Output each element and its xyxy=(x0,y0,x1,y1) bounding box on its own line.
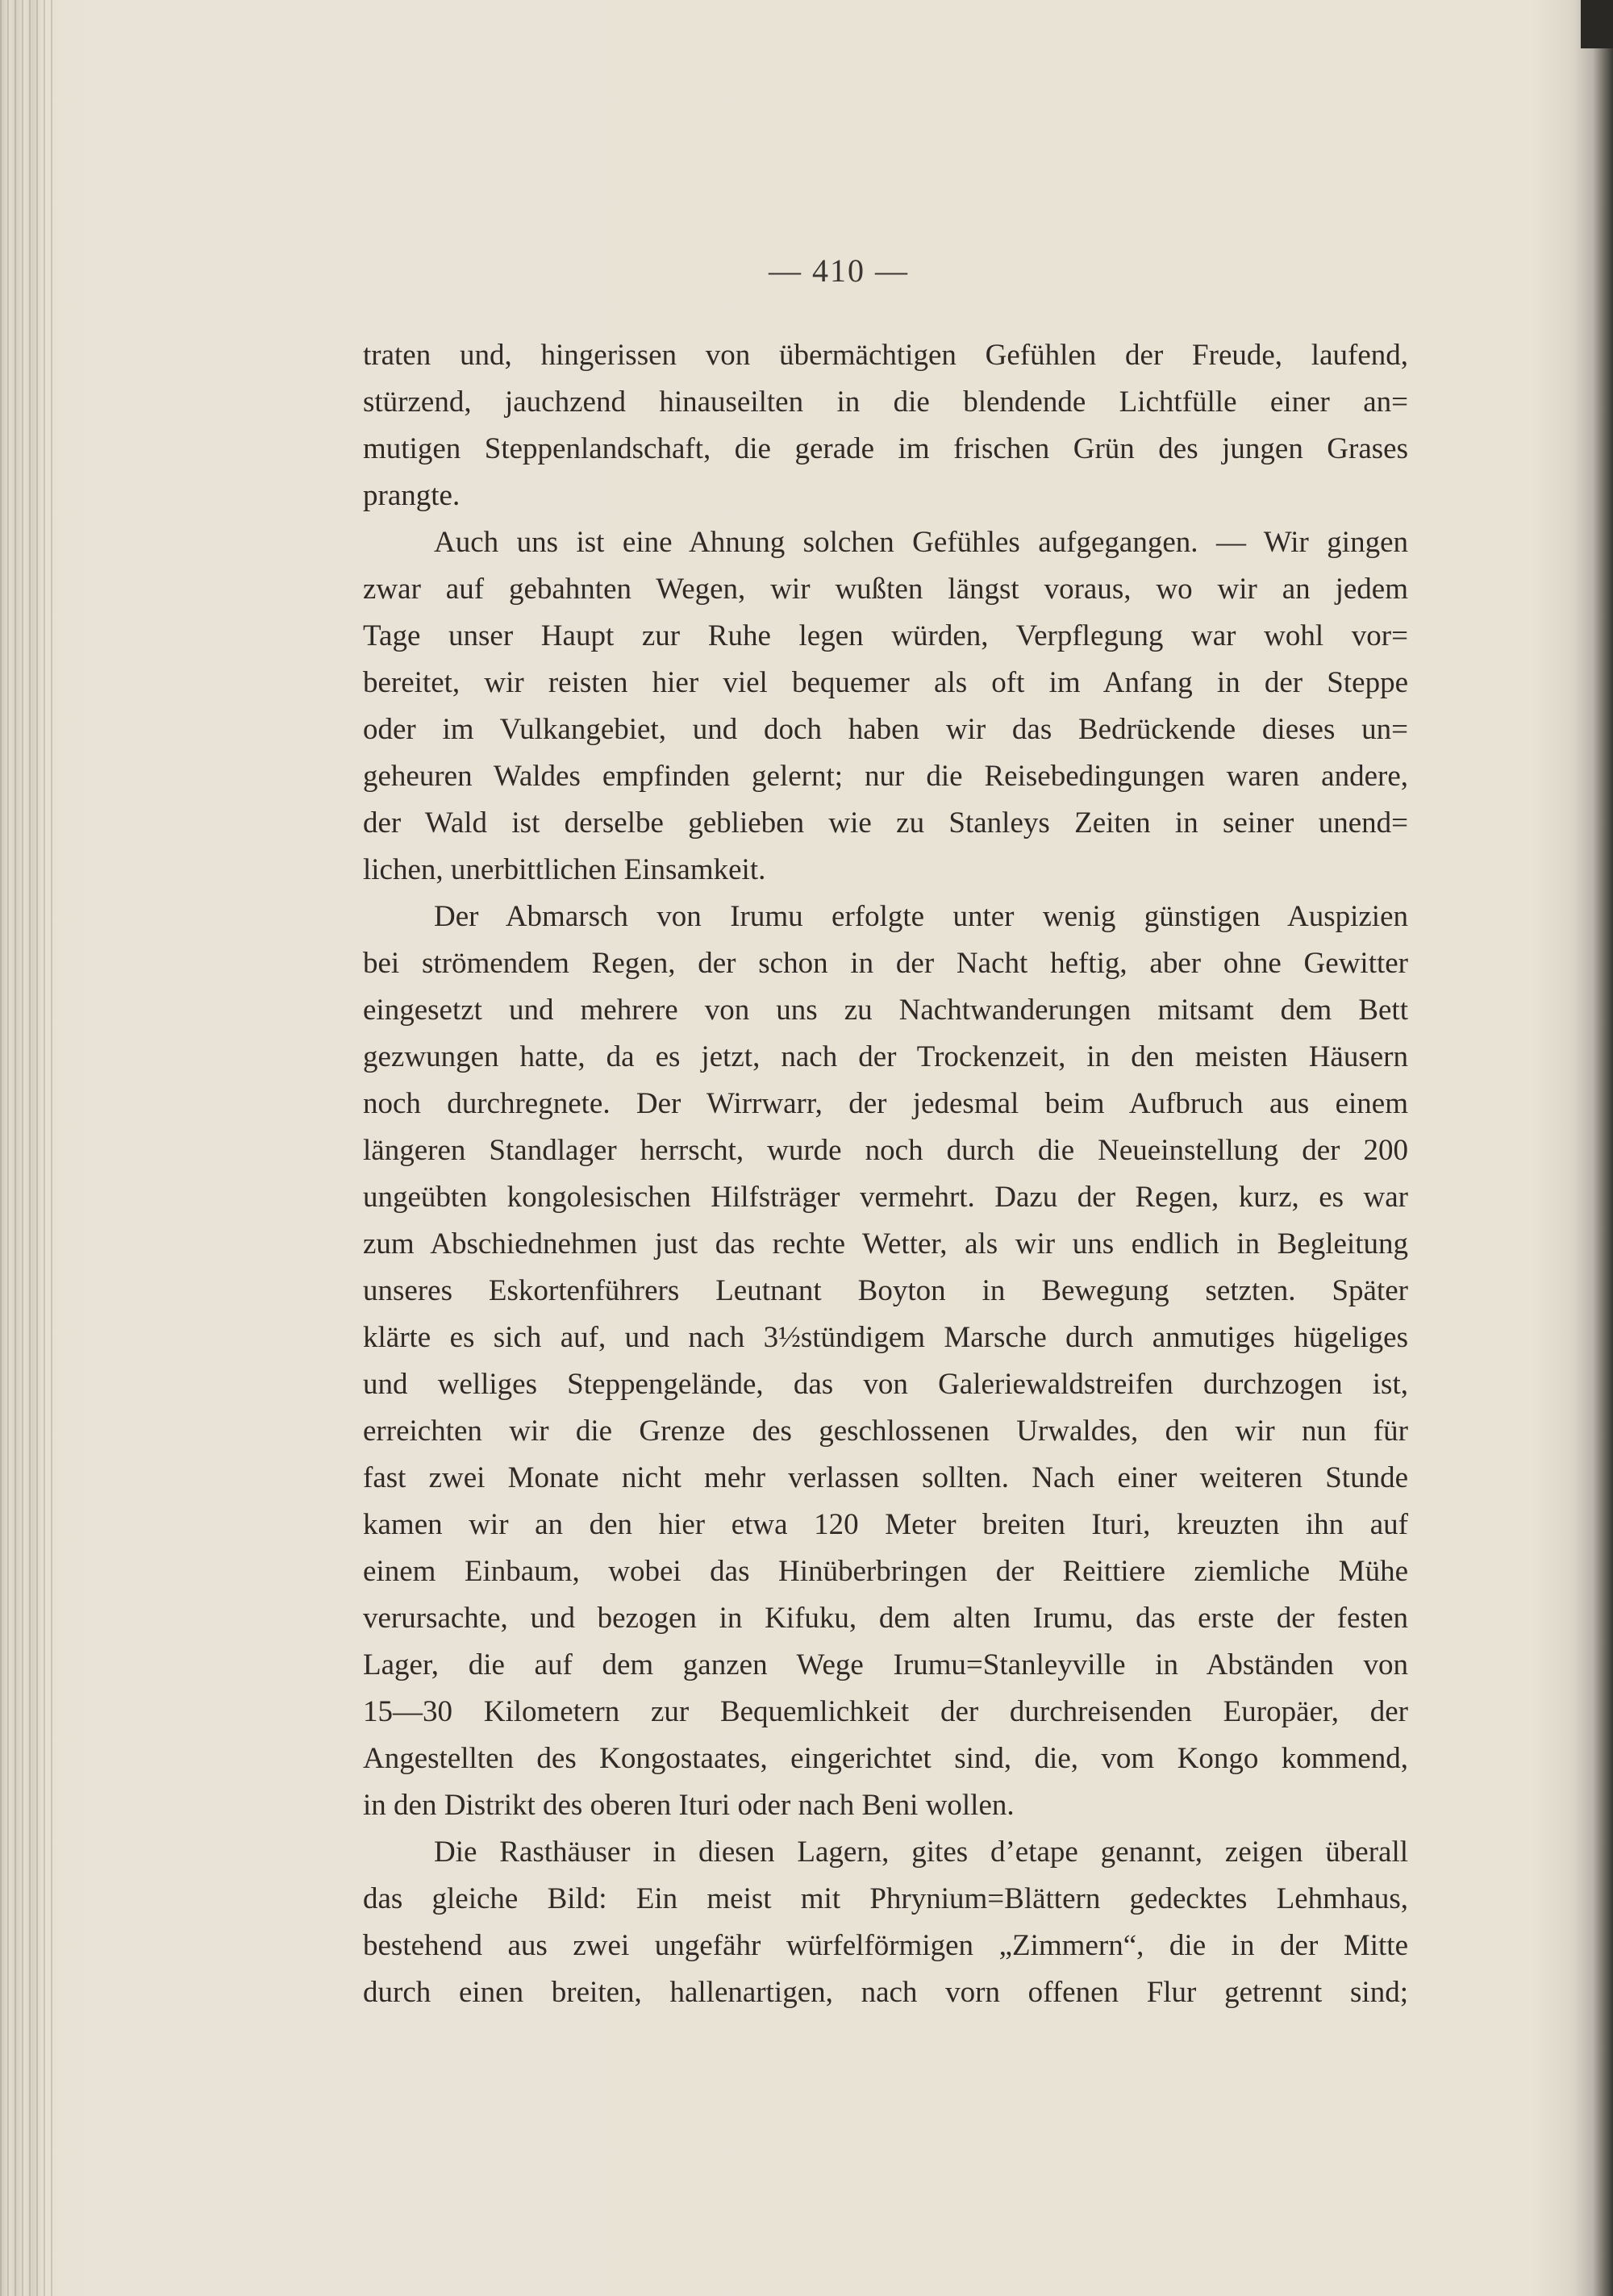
paragraph xyxy=(363,1829,1408,2016)
body-text xyxy=(363,332,1408,2016)
stacked-page-edges xyxy=(0,0,56,2296)
text-line: zum Abschiednehmen just das rechte Wetter, als wir uns endlich in Begleitung xyxy=(363,1227,1408,1261)
text-line: Tage unser Haupt zur Ruhe legen würden, Verpflegung war wohl vor= xyxy=(363,619,1408,652)
paragraph xyxy=(363,894,1408,1829)
text-line: längeren Standlager herrscht, wurde noch durch die Neueinstellung der 200 xyxy=(363,1134,1408,1167)
text-line: Die Rasthäuser in diesen Lagern, gites d’etape genannt, zeigen überall xyxy=(434,1836,1408,1869)
text-line: erreichten wir die Grenze des geschlossenen Urwaldes, den wir nun für xyxy=(363,1415,1408,1448)
text-line: Auch uns ist eine Ahnung solchen Gefühles aufgegangen. — Wir gingen xyxy=(434,526,1408,559)
text-line: prangte. xyxy=(363,479,461,512)
text-line: stürzend, jauchzend hinauseilten in die blendende Lichtfülle einer an= xyxy=(363,385,1408,419)
text-line: traten und, hingerissen von übermächtigen Gefühlen der Freude, laufend, xyxy=(363,339,1408,372)
text-line: geheuren Waldes empfinden gelernt; nur die Reisebedingungen waren andere, xyxy=(363,760,1408,793)
text-line: einem Einbaum, wobei das Hinüberbringen der Reittiere ziemliche Mühe xyxy=(363,1555,1408,1588)
text-line: bereitet, wir reisten hier viel bequemer als oft im Anfang in der Steppe xyxy=(363,666,1408,699)
text-line: bei strömendem Regen, der schon in der Nacht heftig, aber ohne Gewitter xyxy=(363,947,1408,980)
text-line: 15—30 Kilometern zur Bequemlichkeit der durchreisenden Europäer, der xyxy=(363,1695,1408,1728)
text-line: Der Abmarsch von Irumu erfolgte unter wenig günstigen Auspizien xyxy=(434,900,1408,933)
text-line: oder im Vulkangebiet, und doch haben wir das Bedrückende dieses un= xyxy=(363,713,1408,746)
text-line: verursachte, und bezogen in Kifuku, dem alten Irumu, das erste der festen xyxy=(363,1602,1408,1635)
text-line: ungeübten kongolesischen Hilfsträger vermehrt. Dazu der Regen, kurz, es war xyxy=(363,1181,1408,1214)
text-line: Lager, die auf dem ganzen Wege Irumu=Stanleyville in Abständen von xyxy=(363,1648,1408,1681)
text-line: gezwungen hatte, da es jetzt, nach der Trockenzeit, in den meisten Häusern xyxy=(363,1040,1408,1073)
text-line: zwar auf gebahnten Wegen, wir wußten längst voraus, wo wir an jedem xyxy=(363,573,1408,606)
text-line: fast zwei Monate nicht mehr verlassen sollten. Nach einer weiteren Stunde xyxy=(363,1461,1408,1494)
text-line: mutigen Steppenlandschaft, die gerade im frischen Grün des jungen Grases xyxy=(363,432,1408,465)
text-line: klärte es sich auf, und nach 3½stündigem Marsche durch anmutiges hügeliges xyxy=(363,1321,1408,1354)
text-line: der Wald ist derselbe geblieben wie zu Stanleys Zeiten in seiner unend= xyxy=(363,806,1408,840)
text-line: und welliges Steppengelände, das von Galeriewaldstreifen durchzogen ist, xyxy=(363,1368,1408,1401)
text-line: in den Distrikt des oberen Ituri oder nach Beni wollen. xyxy=(363,1789,1015,1822)
page-number: — 410 — xyxy=(769,252,909,289)
text-line: lichen, unerbittlichen Einsamkeit. xyxy=(363,853,766,886)
text-line: bestehend aus zwei ungefähr würfelförmigen „Zimmern“, die in der Mitte xyxy=(363,1929,1408,1962)
text-line: durch einen breiten, hallenartigen, nach vorn offenen Flur getrennt sind; xyxy=(363,1976,1408,2009)
text-line: eingesetzt und mehrere von uns zu Nachtwanderungen mitsamt dem Bett xyxy=(363,994,1408,1027)
text-line: kamen wir an den hier etwa 120 Meter breiten Ituri, kreuzten ihn auf xyxy=(363,1508,1408,1541)
paragraph xyxy=(363,519,1408,894)
text-line: Angestellten des Kongostaates, eingerichtet sind, die, vom Kongo kommend, xyxy=(363,1742,1408,1775)
text-line: unseres Eskortenführers Leutnant Boyton in Bewegung setzten. Später xyxy=(363,1274,1408,1307)
text-line: noch durchregnete. Der Wirrwarr, der jedesmal beim Aufbruch aus einem xyxy=(363,1087,1408,1120)
binding-corner xyxy=(1581,0,1613,48)
text-line: das gleiche Bild: Ein meist mit Phrynium=Blättern gedecktes Lehmhaus, xyxy=(363,1882,1408,1915)
paragraph xyxy=(363,332,1408,519)
